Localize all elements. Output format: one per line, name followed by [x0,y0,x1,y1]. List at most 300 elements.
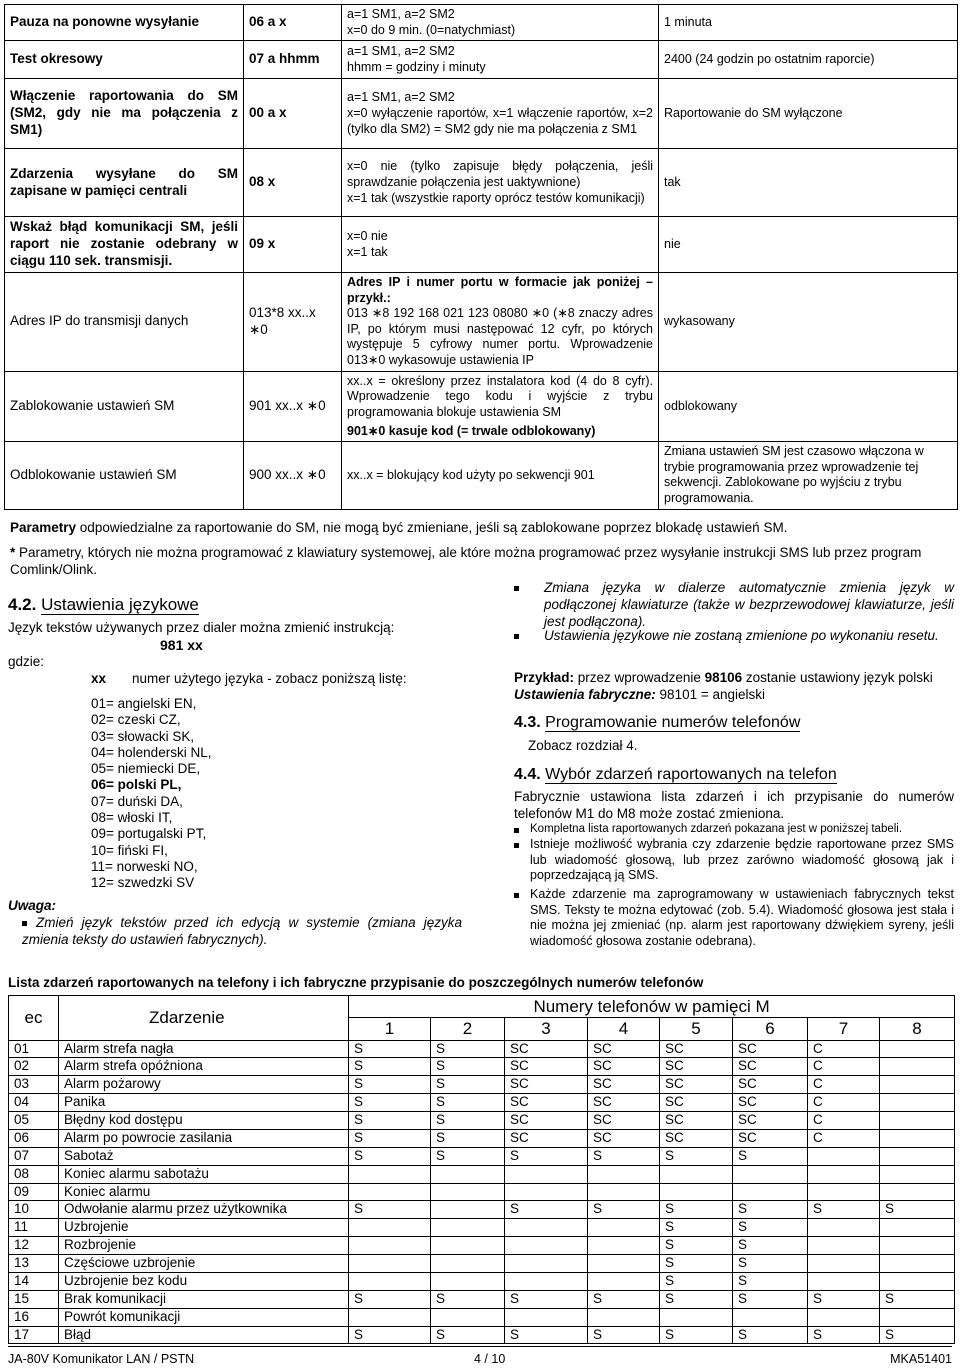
phone-assignment-cell: S [431,1058,505,1076]
phone-assignment-cell [349,1165,431,1183]
language-intro: Język tekstów używanych przez dialer można zmienić instrukcją: [8,620,395,635]
phone-assignment-cell [431,1219,505,1237]
phone-column-header: 8 [880,1018,955,1040]
phone-assignment-cell: C [808,1040,880,1058]
event-code-cell: 05 [9,1112,59,1130]
table-row [9,1255,955,1273]
parameter-code: 013*8 xx..x ∗0 [244,272,342,371]
phone-assignment-cell: SC [660,1112,733,1130]
event-name-cell: Częściowe uzbrojenie [59,1255,349,1273]
phone-assignment-cell: S [660,1326,733,1344]
right-bullet-1-text: Zmiana języka w dialerze automatycznie zmienia język w podłączonej klawiaturze (także w bezprzewodowej klawiaturze, jeśli jest podłączona). [544,580,954,629]
phone-assignment-cell: S [349,1058,431,1076]
event-code-cell: 16 [9,1308,59,1326]
phone-assignment-cell: S [733,1255,808,1273]
event-code-cell: 15 [9,1290,59,1308]
table-row [9,1219,955,1237]
language-item: 09= portugalski PT, [91,826,207,842]
event-name-cell: Błędny kod dostępu [59,1112,349,1130]
phone-assignment-cell [880,1094,955,1112]
phone-assignment-cell [880,1308,955,1326]
event-code-cell: 09 [9,1183,59,1201]
parameter-default: Zmiana ustawień SM jest czasowo włączona w trybie programowania przez wprowadzenie tej sekwencji. Zablokowane po wyjściu z trybu programowania. [659,442,958,510]
bullet-square-icon [514,843,519,848]
parameter-name: Test okresowy [5,41,244,79]
phone-assignment-cell: SC [660,1094,733,1112]
phone-assignment-cell: SC [588,1094,660,1112]
table-row [9,1165,955,1183]
section-42-heading [8,594,199,615]
phone-assignment-cell: S [349,1326,431,1344]
note-label: Uwaga: [8,898,57,913]
phone-assignment-cell: SC [660,1129,733,1147]
phone-assignment-cell: S [808,1290,880,1308]
note-bullet-text: Zmień język tekstów przed ich edycją w systemie (zmiana języka zmienia teksty do ustawień fabrycznych). [22,915,462,947]
phone-assignment-cell [808,1147,880,1165]
event-name-cell: Błąd [59,1326,349,1344]
phone-assignment-cell [880,1076,955,1094]
section-42-number: 4.2. [8,595,37,614]
phone-assignment-cell: S [431,1290,505,1308]
parameters-table [4,4,958,510]
sms-only-note-text: Parametry, których nie można programować z klawiatury systemowej, ale które można programować przez wysyłanie instrukcji SMS lub przez program Comlink/Olink. [10,545,922,577]
phone-assignment-cell [349,1308,431,1326]
section-42-title: Ustawienia językowe [41,595,199,614]
phone-assignment-cell [808,1183,880,1201]
phone-assignment-cell: S [431,1094,505,1112]
event-name-cell: Alarm po powrocie zasilania [59,1129,349,1147]
parameter-row [5,149,958,217]
phone-column-header: 6 [733,1018,808,1040]
table-row [9,1129,955,1147]
phone-assignment-cell [880,1255,955,1273]
parameter-row [5,217,958,273]
section-44-bullet-2 [514,837,954,884]
example-label: Przykład: [514,670,575,685]
event-name-cell: Uzbrojenie [59,1219,349,1237]
parameter-description [342,217,659,273]
bullet-square-icon [514,893,519,898]
phone-assignment-cell [880,1147,955,1165]
parameter-description-bold: 901∗0 kasuje kod (= trwale odblokowany) [347,423,596,438]
table-row [9,1147,955,1165]
phone-column-header: 5 [660,1018,733,1040]
phone-assignment-cell: S [505,1147,588,1165]
phone-assignment-cell [505,1165,588,1183]
event-name-cell: Uzbrojenie bez kodu [59,1272,349,1290]
phone-assignment-cell: S [808,1201,880,1219]
phone-assignment-cell [349,1272,431,1290]
parameter-code: 00 a x [244,79,342,149]
event-code-cell: 12 [9,1237,59,1255]
bullet-square-icon [514,586,519,591]
phone-assignment-cell [349,1255,431,1273]
language-item: 11= norweski NO, [91,858,198,874]
phone-assignment-cell [660,1308,733,1326]
phone-assignment-cell: S [660,1237,733,1255]
parameter-default: 1 minuta [659,5,958,41]
phone-assignment-cell [431,1255,505,1273]
parameter-description [342,272,659,371]
phone-assignment-cell [431,1237,505,1255]
table-row [9,1308,955,1326]
phone-assignment-cell: S [505,1326,588,1344]
footer-page-number: 4 / 10 [474,1352,506,1366]
event-code-cell: 08 [9,1165,59,1183]
parameter-row [5,272,958,371]
phone-assignment-cell: S [880,1290,955,1308]
event-name-cell: Rozbrojenie [59,1237,349,1255]
column-header-ec: ec [9,996,59,1041]
phone-assignment-cell: S [431,1040,505,1058]
column-header-phone-group: Numery telefonów w pamięci M [349,996,955,1018]
phone-assignment-cell: SC [505,1058,588,1076]
phone-assignment-cell: SC [505,1129,588,1147]
event-code-cell: 11 [9,1219,59,1237]
params-lock-note [10,520,950,537]
language-item: 07= duński DA, [91,793,183,809]
event-name-cell: Koniec alarmu sabotażu [59,1165,349,1183]
event-name-cell: Sabotaż [59,1147,349,1165]
phone-assignment-cell [808,1308,880,1326]
phone-assignment-cell: S [733,1147,808,1165]
parameter-row [5,442,958,510]
phone-assignment-cell: S [349,1112,431,1130]
xx-label: xx [91,671,107,686]
phone-assignment-cell [660,1183,733,1201]
language-item: 06= polski PL, [91,777,182,793]
phone-assignment-cell: SC [733,1058,808,1076]
example-code: 98106 [704,670,743,685]
phone-assignment-cell [808,1272,880,1290]
table-row [9,1326,955,1344]
right-bullet-2-text: Ustawienia językowe nie zostaną zmienione po wykonaniu resetu. [544,628,939,643]
example-text-b: zostanie ustawiony język polski [742,670,933,685]
language-item: 04= holenderski NL, [91,744,212,760]
phone-assignment-cell: C [808,1058,880,1076]
phone-assignment-cell [505,1237,588,1255]
bullet-square-icon [514,634,519,639]
phone-assignment-cell: S [349,1201,431,1219]
section-44-text: Fabrycznie ustawiona lista zdarzeń i ich przypisanie do numerów telefonów M1 do M8 może zostać zmieniona. [514,789,954,821]
phone-assignment-cell: S [588,1326,660,1344]
parameter-name: Pauza na ponowne wysyłanie [5,5,244,41]
phone-assignment-cell [505,1272,588,1290]
phone-assignment-cell: SC [588,1040,660,1058]
parameter-description [342,41,659,79]
phone-column-header: 2 [431,1018,505,1040]
phone-assignment-cell [808,1237,880,1255]
table-row [9,1201,955,1219]
parameter-default: odblokowany [659,371,958,442]
phone-assignment-cell: S [808,1326,880,1344]
phone-assignment-cell [588,1272,660,1290]
phone-column-header: 4 [588,1018,660,1040]
phone-assignment-cell: S [349,1129,431,1147]
params-lock-note-bold: Parametry [10,520,77,535]
parameter-description-line: a=1 SM1, a=2 SM2 [347,44,455,59]
parameter-default: wykasowany [659,272,958,371]
parameter-default: tak [659,149,958,217]
bullet-square-icon [514,828,519,833]
event-code-cell: 04 [9,1094,59,1112]
phone-assignment-cell [505,1183,588,1201]
phone-assignment-cell: S [349,1094,431,1112]
phone-assignment-cell: S [660,1290,733,1308]
language-item: 05= niemiecki DE, [91,761,201,777]
parameter-name: Zdarzenia wysyłane do SM zapisane w pamięci centrali [5,149,244,217]
phone-assignment-cell [808,1255,880,1273]
phone-assignment-cell: S [880,1326,955,1344]
parameter-description-line: x=1 tak [347,244,388,259]
parameter-description-line: x=0 nie [347,228,388,243]
parameter-description-line: x=1 tak (wszystkie raporty oprócz testów komunikacji) [347,190,645,205]
parameter-description-line: xx..x = określony przez instalatora kod (4 do 8 cyfr). Wprowadzenie tego kodu i wyjście z trybu programowania blokuje ustawienia SM [347,373,653,419]
parameter-description [342,442,659,510]
phone-assignment-cell [431,1272,505,1290]
phone-assignment-cell: C [808,1112,880,1130]
parameter-name: Odblokowanie ustawień SM [5,442,244,510]
phone-assignment-cell [505,1255,588,1273]
phone-assignment-cell: SC [505,1040,588,1058]
sms-only-note-star: * [10,545,16,560]
phone-assignment-cell: SC [660,1076,733,1094]
right-bullet-1 [514,580,954,631]
phone-assignment-cell: S [349,1147,431,1165]
phone-assignment-cell: SC [505,1076,588,1094]
phone-assignment-cell [588,1165,660,1183]
phone-assignment-cell: SC [588,1112,660,1130]
section-44-heading [514,765,837,785]
phone-assignment-cell [880,1129,955,1147]
phone-assignment-cell: S [733,1326,808,1344]
parameter-description-bold: Adres IP i numer portu w formacie jak poniżej – przykł.: [347,274,653,305]
parameter-description-line: x=0 wyłączenie raportów, x=1 włączenie raportów, x=2 (tylko dla SM2) = SM2 gdy nie ma połączenia z SM1 [347,105,653,136]
section-44-bullet-2-text: Istnieje możliwość wybrania czy zdarzenie będzie raportowane przez SMS lub wiadomość głosową, lub przez zarówno wiadomość głosową jak i poprzedzającą ją SMS. [530,837,954,883]
phone-assignment-cell: S [588,1201,660,1219]
phone-assignment-cell: C [808,1076,880,1094]
table-row [9,1272,955,1290]
phone-assignment-cell: SC [660,1040,733,1058]
parameter-code: 901 xx..x ∗0 [244,371,342,442]
footer-product: JA-80V Komunikator LAN / PSTN [8,1352,195,1366]
event-name-cell: Alarm strefa nagła [59,1040,349,1058]
parameter-description-line: xx..x = blokujący kod użyty po sekwencji 901 [347,467,595,482]
phone-assignment-cell: S [880,1201,955,1219]
parameter-row [5,79,958,149]
phone-assignment-cell [349,1183,431,1201]
phone-assignment-cell: SC [733,1129,808,1147]
phone-assignment-cell: S [431,1076,505,1094]
parameter-row [5,5,958,41]
phone-assignment-cell [733,1183,808,1201]
params-lock-note-text: odpowiedzialne za raportowanie do SM, nie mogą być zmieniane, jeśli są zablokowane poprzez blokadę ustawień SM. [76,520,788,535]
phone-assignment-cell: SC [588,1129,660,1147]
phone-assignment-cell: S [431,1112,505,1130]
table-row [9,1040,955,1058]
language-item: 02= czeski CZ, [91,712,181,728]
parameter-row [5,41,958,79]
section-43-heading [514,713,800,733]
phone-assignment-cell: S [733,1290,808,1308]
event-code-cell: 13 [9,1255,59,1273]
phone-assignment-cell: SC [588,1058,660,1076]
event-name-cell: Powrót komunikacji [59,1308,349,1326]
phone-assignment-cell [880,1183,955,1201]
section-44-title: Wybór zdarzeń raportowanych na telefon [545,766,837,783]
phone-assignment-cell: SC [733,1040,808,1058]
section-44-bullet-1-text: Kompletna lista raportowanych zdarzeń pokazana jest w poniższej tabeli. [530,823,903,835]
parameter-code: 09 x [244,217,342,273]
phone-assignment-cell: SC [733,1112,808,1130]
phone-assignment-cell: S [660,1147,733,1165]
parameter-default: nie [659,217,958,273]
phone-assignment-cell [505,1219,588,1237]
parameter-description-line: x=0 nie (tylko zapisuje błędy połączenia, jeśli sprawdzanie połączenia jest uaktywnione) [347,159,653,189]
event-code-cell: 01 [9,1040,59,1058]
event-code-cell: 03 [9,1076,59,1094]
phone-assignment-cell [880,1219,955,1237]
phone-assignment-cell [588,1308,660,1326]
page-footer [8,1346,952,1364]
phone-assignment-cell: SC [733,1094,808,1112]
language-item: 08= włoski IT, [91,810,173,826]
phone-assignment-cell: SC [588,1076,660,1094]
parameter-name: Zablokowanie ustawień SM [5,371,244,442]
phone-assignment-cell [588,1255,660,1273]
phone-assignment-cell: C [808,1129,880,1147]
parameter-description [342,149,659,217]
phone-assignment-cell [660,1165,733,1183]
table-row [9,1094,955,1112]
section-44-bullet-3-text: Każde zdarzenie ma zaprogramowany w ustawieniach fabrycznych tekst SMS. Teksty te można edytować (zob. 5.4). Wiadomość głosowa jest stała i nie można jej zmieniać (np. alarm jest raportowany dźwiękiem syreny, jeśli wiadomość głosowa zostanie odebrana). [530,887,954,948]
phone-column-header: 3 [505,1018,588,1040]
parameter-code: 900 xx..x ∗0 [244,442,342,510]
phone-assignment-cell: S [349,1290,431,1308]
phone-assignment-cell [349,1219,431,1237]
event-code-cell: 17 [9,1326,59,1344]
parameter-description-line: x=0 do 9 min. (0=natychmiast) [347,22,516,37]
phone-assignment-cell: C [808,1094,880,1112]
phone-assignment-cell: S [660,1219,733,1237]
factory-line [514,687,765,704]
phone-assignment-cell: S [349,1040,431,1058]
phone-assignment-cell: S [733,1219,808,1237]
parameter-default: 2400 (24 godzin po ostatnim raporcie) [659,41,958,79]
language-item: 10= fiński FI, [91,842,168,858]
phone-assignment-cell [880,1040,955,1058]
phone-assignment-cell [880,1112,955,1130]
phone-assignment-cell: SC [733,1076,808,1094]
parameter-description [342,371,659,442]
parameter-description-line: a=1 SM1, a=2 SM2 [347,90,455,105]
parameter-code: 06 a x [244,5,342,41]
phone-assignment-cell [880,1058,955,1076]
language-item: 01= angielski EN, [91,696,197,711]
section-44-bullet-1 [514,822,954,836]
event-name-cell: Alarm pożarowy [59,1076,349,1094]
event-code-cell: 02 [9,1058,59,1076]
event-code-cell: 14 [9,1272,59,1290]
table-row [9,1058,955,1076]
parameter-description-line: hhmm = godziny i minuty [347,59,486,74]
phone-assignment-cell: S [733,1237,808,1255]
phone-assignment-cell: SC [505,1094,588,1112]
xx-description: numer użytego języka - zobacz poniższą listę: [132,671,407,686]
phone-assignment-cell: S [733,1272,808,1290]
factory-value: 98101 = angielski [655,687,766,702]
phone-assignment-cell [349,1237,431,1255]
parameter-description-line: a=1 SM1, a=2 SM2 [347,7,455,21]
phone-assignment-cell: S [588,1290,660,1308]
example-line [514,670,933,687]
phone-assignment-cell [588,1183,660,1201]
event-code-cell: 07 [9,1147,59,1165]
event-name-cell: Odwołanie alarmu przez użytkownika [59,1201,349,1219]
phone-assignment-cell [808,1219,880,1237]
phone-assignment-cell: S [431,1129,505,1147]
sms-only-note [10,545,950,579]
table-row [9,1112,955,1130]
phone-assignment-cell: S [588,1147,660,1165]
phone-assignment-cell [880,1237,955,1255]
phone-assignment-cell [588,1219,660,1237]
phone-assignment-cell: S [349,1076,431,1094]
phone-assignment-cell: S [431,1147,505,1165]
phone-assignment-cell [808,1165,880,1183]
table-row [9,1076,955,1094]
phone-assignment-cell: SC [505,1112,588,1130]
phone-assignment-cell [588,1237,660,1255]
parameter-name: Włączenie raportowania do SM (SM2, gdy nie ma połączenia z SM1) [5,79,244,149]
phone-assignment-cell: S [431,1326,505,1344]
section-43-text: Zobacz rozdział 4. [528,738,638,753]
phone-assignment-cell: S [733,1201,808,1219]
column-header-event: Zdarzenie [59,996,349,1041]
section-44-number: 4.4. [514,766,541,783]
event-name-cell: Koniec alarmu [59,1183,349,1201]
phone-assignment-cell [431,1201,505,1219]
phone-assignment-cell [505,1308,588,1326]
phone-assignment-cell [880,1165,955,1183]
event-name-cell: Brak komunikacji [59,1290,349,1308]
event-code-cell: 06 [9,1129,59,1147]
phone-assignment-cell [880,1272,955,1290]
language-list [91,696,211,892]
section-43-number: 4.3. [514,714,541,731]
phone-assignment-cell: S [505,1290,588,1308]
parameter-description-line: 013 ∗8 192 168 021 123 08080 ∗0 (∗8 znaczy adres IP, po którym musi następować 12 cyfr, po których występuje 5 cyfrowy numer portu. Wprowadzenie 013∗0 wykasowuje ustawienia IP [347,306,653,367]
phone-column-header: 7 [808,1018,880,1040]
language-item: 12= szwedzki SV [91,875,195,891]
parameter-description [342,5,659,41]
events-table [8,995,955,1344]
section-44-bullet-3 [514,887,954,950]
event-name-cell: Panika [59,1094,349,1112]
factory-label: Ustawienia fabryczne: [514,687,656,702]
phone-assignment-cell: SC [660,1058,733,1076]
footer-doc-code: MKA51401 [890,1352,952,1366]
phone-assignment-cell: S [505,1201,588,1219]
parameter-code: 08 x [244,149,342,217]
table-row [9,1237,955,1255]
where-label: gdzie: [8,654,45,669]
parameter-name: Adres IP do transmisji danych [5,272,244,371]
table-row [9,1183,955,1201]
phone-assignment-cell: S [660,1272,733,1290]
section-43-title: Programowanie numerów telefonów [545,714,801,731]
events-table-caption: Lista zdarzeń raportowanych na telefony i ich fabryczne przypisanie do poszczególnych numerów telefonów [8,975,704,990]
